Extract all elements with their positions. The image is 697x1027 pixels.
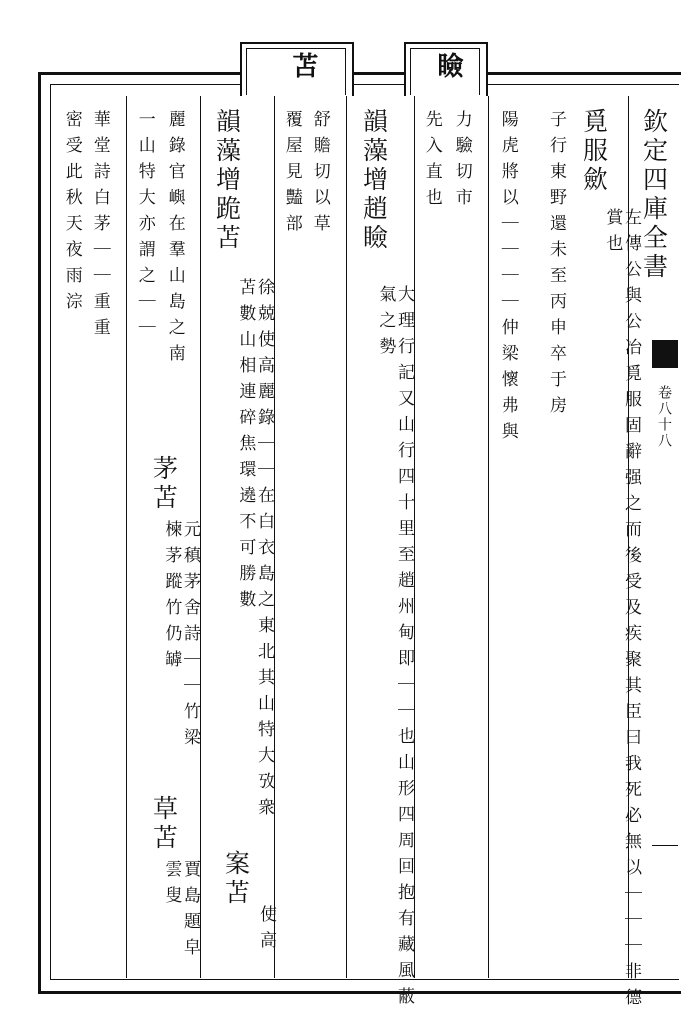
column-rule bbox=[414, 96, 415, 978]
entry-text: 賈島題皁雲叟 bbox=[161, 860, 200, 964]
gutter-line bbox=[652, 845, 678, 846]
tab-glyph-jian: 瞼 bbox=[433, 52, 463, 78]
entry-text: 徐兢使高麗錄｜｜在白衣島之東北其山特大攷衆苫數山相連碎焦環遶不可勝數 bbox=[235, 278, 274, 824]
column-rule bbox=[126, 96, 127, 978]
entry-text: 一山特大亦謂之｜｜ bbox=[134, 110, 155, 344]
entry-text: 左傳公與公冶覓服固辭强之而後受及疾聚其臣曰我死必無以｜｜｜非德賞也 bbox=[602, 208, 641, 1014]
gutter-fishtail bbox=[652, 340, 678, 368]
column-rule bbox=[200, 96, 201, 978]
volume-label: 卷八十八 bbox=[656, 385, 672, 449]
entry-text: 麗錄官嶼在羣山島之南 bbox=[164, 110, 185, 370]
entry-text: 子行東野還未至丙申卒于房 bbox=[546, 110, 566, 422]
column-rule bbox=[274, 96, 275, 978]
book-title: 欽定四庫全書 bbox=[639, 108, 669, 282]
entry-text: 使高 bbox=[256, 905, 276, 957]
entry-heading: 韻藻增跪苫 bbox=[212, 108, 242, 253]
entry-heading: 草苫 bbox=[149, 795, 179, 853]
entry-text: 大理行記又山行四十里至趙州甸即｜｜也山形四周回抱有藏風蔽氣之勢 bbox=[375, 285, 414, 1013]
entry-heading: 茅苫 bbox=[149, 455, 179, 513]
entry-heading: 韻藻增趙瞼 bbox=[359, 108, 389, 253]
entry-text: 元稹茅舍詩｜｜竹梁楝茅蹤竹仍罅 bbox=[161, 520, 200, 754]
entry-heading: 覓服歛 bbox=[579, 108, 609, 195]
entry-text: 陽虎將以｜｜｜｜仲梁懷弗與 bbox=[497, 110, 518, 448]
column-rule bbox=[346, 96, 347, 978]
tab-glyph-tiao: 苫 bbox=[288, 52, 318, 78]
entry-text: 華堂詩白茅｜｜重重 bbox=[89, 110, 110, 344]
entry-text: 密受此秋天夜雨淙 bbox=[61, 110, 82, 318]
entry-heading: 案苫 bbox=[221, 850, 251, 908]
entry-text: 力驗切市 bbox=[451, 110, 472, 214]
entry-text: 先入直也 bbox=[421, 110, 442, 214]
entry-text: 舒贍切以草 bbox=[309, 110, 330, 240]
entry-text: 覆屋見豔部 bbox=[281, 110, 302, 240]
column-rule bbox=[488, 96, 489, 978]
